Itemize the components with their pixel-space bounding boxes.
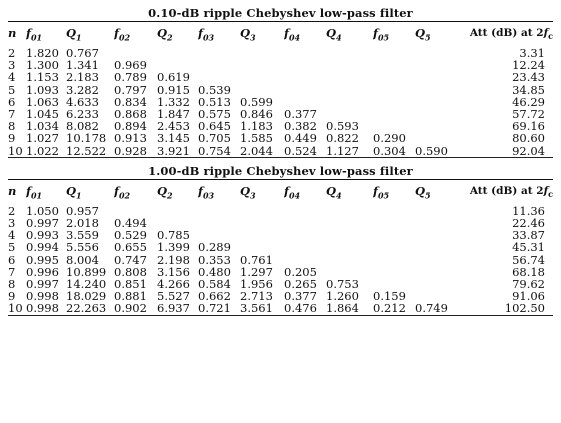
header-row bbox=[8, 22, 553, 45]
value-cell bbox=[326, 96, 373, 108]
header-f04: $f_{04}$ bbox=[284, 183, 301, 201]
header-f01: $f_{01}$ bbox=[26, 183, 43, 201]
table-row bbox=[8, 290, 553, 302]
value-cell bbox=[284, 241, 326, 253]
value-cell: 1.127 bbox=[326, 144, 359, 157]
table-row bbox=[8, 278, 553, 290]
attenuation-cell: 102.50 bbox=[504, 302, 545, 315]
header-q1: $Q_1$ bbox=[66, 26, 82, 43]
attenuation-cell: 33.87 bbox=[512, 229, 545, 242]
value-cell: 0.868 bbox=[114, 108, 147, 121]
header-q4: $Q_4$ bbox=[326, 26, 342, 43]
value-cell bbox=[415, 45, 457, 59]
value-cell: 0.645 bbox=[198, 120, 231, 133]
value-cell bbox=[240, 217, 284, 229]
value-cell: 0.593 bbox=[326, 120, 359, 133]
value-cell: 0.993 bbox=[26, 229, 59, 242]
value-cell: 10.178 bbox=[66, 132, 107, 145]
value-cell bbox=[415, 229, 457, 241]
value-cell: 1.063 bbox=[26, 95, 59, 109]
value-cell: 0.969 bbox=[114, 59, 147, 72]
table-row bbox=[8, 84, 553, 96]
attenuation-cell: 79.62 bbox=[512, 278, 545, 291]
header-n: n bbox=[8, 183, 17, 198]
header-f05: $f_{05}$ bbox=[373, 183, 390, 201]
table-section-0.10db bbox=[8, 6, 553, 158]
value-cell bbox=[415, 120, 457, 132]
table-row bbox=[8, 145, 553, 157]
attenuation-cell: 80.60 bbox=[512, 132, 545, 145]
value-cell: 0.797 bbox=[114, 83, 147, 96]
value-cell: 0.928 bbox=[114, 144, 147, 157]
value-cell: 0.290 bbox=[373, 132, 406, 145]
header-q5: $Q_5$ bbox=[415, 26, 431, 43]
value-cell: 4.633 bbox=[66, 95, 99, 109]
value-cell bbox=[326, 71, 373, 83]
value-cell bbox=[373, 71, 415, 83]
value-cell: 1.183 bbox=[240, 120, 273, 133]
header-row bbox=[8, 180, 553, 203]
table-bottom-rule bbox=[8, 315, 553, 316]
value-cell: 0.662 bbox=[198, 290, 231, 303]
table-body bbox=[8, 45, 553, 157]
value-cell: 3.282 bbox=[66, 83, 99, 96]
value-cell bbox=[240, 84, 284, 96]
table-row bbox=[8, 254, 553, 266]
value-cell: 0.705 bbox=[198, 132, 231, 145]
value-cell bbox=[240, 59, 284, 71]
table-row bbox=[8, 120, 553, 132]
value-cell bbox=[326, 84, 373, 96]
value-cell: 0.265 bbox=[284, 278, 317, 291]
value-cell bbox=[373, 266, 415, 278]
value-cell: 2.713 bbox=[240, 290, 273, 303]
value-cell bbox=[284, 203, 326, 217]
document-page bbox=[8, 6, 553, 316]
value-cell: 1.847 bbox=[157, 108, 190, 121]
filter-table bbox=[8, 22, 553, 157]
order-cell: 7 bbox=[8, 108, 16, 121]
value-cell: 8.082 bbox=[66, 120, 99, 133]
value-cell: 5.556 bbox=[66, 241, 99, 254]
value-cell: 0.902 bbox=[114, 302, 147, 315]
header-q4: $Q_4$ bbox=[326, 183, 342, 201]
value-cell: 0.995 bbox=[26, 253, 59, 266]
value-cell: 1.956 bbox=[240, 278, 273, 291]
value-cell bbox=[114, 203, 157, 217]
value-cell: 0.159 bbox=[373, 290, 406, 303]
value-cell: 0.476 bbox=[284, 302, 317, 315]
header-q2: $Q_2$ bbox=[157, 183, 173, 201]
value-cell: 0.619 bbox=[157, 71, 190, 84]
attenuation-cell: 69.16 bbox=[512, 120, 545, 133]
value-cell bbox=[114, 45, 157, 59]
value-cell: 0.767 bbox=[66, 46, 99, 60]
value-cell: 22.263 bbox=[66, 302, 107, 315]
table-body bbox=[8, 203, 553, 315]
attenuation-cell: 57.72 bbox=[512, 108, 545, 121]
header-q5: $Q_5$ bbox=[415, 183, 431, 201]
value-cell: 0.789 bbox=[114, 71, 147, 84]
order-cell: 10 bbox=[8, 144, 23, 157]
value-cell bbox=[373, 229, 415, 241]
table-row bbox=[8, 266, 553, 278]
value-cell bbox=[284, 59, 326, 71]
attenuation-cell: 45.31 bbox=[512, 241, 545, 254]
value-cell: 0.539 bbox=[198, 83, 231, 96]
value-cell: 1.027 bbox=[26, 132, 59, 145]
value-cell bbox=[373, 108, 415, 120]
attenuation-cell: 22.46 bbox=[512, 217, 545, 230]
value-cell bbox=[415, 108, 457, 120]
table-row bbox=[8, 108, 553, 120]
table-row bbox=[8, 302, 553, 314]
value-cell bbox=[198, 203, 240, 217]
value-cell bbox=[373, 278, 415, 290]
attenuation-cell: 12.24 bbox=[512, 59, 545, 72]
value-cell: 1.045 bbox=[26, 108, 59, 121]
value-cell bbox=[326, 266, 373, 278]
value-cell: 0.382 bbox=[284, 120, 317, 133]
attenuation-cell: 34.85 bbox=[512, 83, 545, 96]
value-cell: 0.957 bbox=[66, 203, 99, 218]
value-cell bbox=[240, 71, 284, 83]
order-cell: 4 bbox=[8, 71, 16, 84]
order-cell: 9 bbox=[8, 290, 16, 303]
value-cell: 0.590 bbox=[415, 144, 448, 157]
value-cell: 0.289 bbox=[198, 241, 231, 254]
value-cell: 2.453 bbox=[157, 120, 190, 133]
value-cell: 1.585 bbox=[240, 132, 273, 145]
value-cell: 0.997 bbox=[26, 217, 59, 230]
order-cell: 9 bbox=[8, 132, 16, 145]
value-cell bbox=[373, 45, 415, 59]
value-cell: 0.212 bbox=[373, 302, 406, 315]
value-cell: 1.399 bbox=[157, 241, 190, 254]
order-cell: 10 bbox=[8, 302, 23, 315]
value-cell bbox=[415, 266, 457, 278]
header-attenuation: Att (dB) at $2f_c$ bbox=[469, 27, 553, 42]
value-cell bbox=[415, 59, 457, 71]
value-cell: 0.996 bbox=[26, 265, 59, 279]
header-f05: $f_{05}$ bbox=[373, 26, 390, 43]
order-cell: 7 bbox=[8, 265, 16, 279]
value-cell bbox=[415, 278, 457, 290]
value-cell: 5.527 bbox=[157, 290, 190, 303]
value-cell bbox=[373, 217, 415, 229]
table-row bbox=[8, 132, 553, 144]
attenuation-cell: 68.18 bbox=[512, 265, 545, 279]
header-f03: $f_{03}$ bbox=[198, 183, 215, 201]
value-cell bbox=[157, 59, 198, 71]
value-cell: 0.655 bbox=[114, 241, 147, 254]
order-cell: 8 bbox=[8, 278, 16, 291]
attenuation-cell: 56.74 bbox=[512, 253, 545, 266]
value-cell bbox=[415, 71, 457, 83]
header-f02: $f_{02}$ bbox=[114, 183, 131, 201]
value-cell bbox=[326, 241, 373, 253]
value-cell: 0.998 bbox=[26, 302, 59, 315]
attenuation-cell: 11.36 bbox=[512, 203, 545, 218]
value-cell: 0.998 bbox=[26, 290, 59, 303]
value-cell: 0.353 bbox=[198, 253, 231, 266]
order-cell: 3 bbox=[8, 59, 16, 72]
value-cell: 0.524 bbox=[284, 144, 317, 157]
value-cell bbox=[198, 217, 240, 229]
value-cell: 6.233 bbox=[66, 108, 99, 121]
value-cell bbox=[240, 45, 284, 59]
value-cell: 3.561 bbox=[240, 302, 273, 315]
value-cell: 0.822 bbox=[326, 132, 359, 145]
order-cell: 2 bbox=[8, 46, 16, 60]
value-cell bbox=[415, 84, 457, 96]
header-f01: $f_{01}$ bbox=[26, 26, 43, 43]
value-cell bbox=[326, 108, 373, 120]
value-cell: 0.599 bbox=[240, 95, 273, 109]
header-q1: $Q_1$ bbox=[66, 183, 82, 201]
value-cell: 0.761 bbox=[240, 253, 273, 266]
value-cell bbox=[284, 217, 326, 229]
table-row bbox=[8, 229, 553, 241]
value-cell bbox=[415, 241, 457, 253]
value-cell: 0.747 bbox=[114, 253, 147, 266]
value-cell: 0.749 bbox=[415, 302, 448, 315]
value-cell: 0.304 bbox=[373, 144, 406, 157]
value-cell: 3.559 bbox=[66, 229, 99, 242]
header-attenuation: Att (dB) at $2f_c$ bbox=[469, 184, 553, 199]
value-cell: 0.894 bbox=[114, 120, 147, 133]
value-cell bbox=[240, 229, 284, 241]
value-cell: 0.808 bbox=[114, 265, 147, 279]
value-cell: 1.260 bbox=[326, 290, 359, 303]
value-cell bbox=[326, 217, 373, 229]
value-cell bbox=[373, 241, 415, 253]
value-cell: 0.513 bbox=[198, 95, 231, 109]
value-cell bbox=[284, 254, 326, 266]
value-cell: 0.529 bbox=[114, 229, 147, 242]
value-cell: 1.332 bbox=[157, 95, 190, 109]
table-row bbox=[8, 45, 553, 59]
value-cell bbox=[284, 84, 326, 96]
header-f02: $f_{02}$ bbox=[114, 26, 131, 43]
order-cell: 2 bbox=[8, 203, 16, 218]
value-cell bbox=[157, 45, 198, 59]
value-cell: 1.050 bbox=[26, 203, 59, 218]
header-q2: $Q_2$ bbox=[157, 26, 173, 43]
value-cell: 2.018 bbox=[66, 217, 99, 230]
value-cell bbox=[415, 290, 457, 302]
value-cell bbox=[415, 96, 457, 108]
table-row bbox=[8, 203, 553, 217]
value-cell: 1.300 bbox=[26, 59, 59, 72]
value-cell: 0.915 bbox=[157, 83, 190, 96]
value-cell: 10.899 bbox=[66, 265, 107, 279]
value-cell: 6.937 bbox=[157, 302, 190, 315]
value-cell bbox=[373, 59, 415, 71]
value-cell: 1.341 bbox=[66, 59, 99, 72]
attenuation-cell: 92.04 bbox=[512, 144, 545, 157]
value-cell: 3.156 bbox=[157, 265, 190, 279]
value-cell: 0.846 bbox=[240, 108, 273, 121]
table-row bbox=[8, 217, 553, 229]
value-cell: 2.044 bbox=[240, 144, 273, 157]
value-cell: 0.997 bbox=[26, 278, 59, 291]
value-cell: 0.753 bbox=[326, 278, 359, 291]
value-cell: 0.754 bbox=[198, 144, 231, 157]
table-row bbox=[8, 59, 553, 71]
value-cell: 0.377 bbox=[284, 108, 317, 121]
value-cell bbox=[284, 71, 326, 83]
value-cell: 0.449 bbox=[284, 132, 317, 145]
value-cell: 1.297 bbox=[240, 265, 273, 279]
header-q3: $Q_3$ bbox=[240, 183, 256, 201]
value-cell bbox=[326, 203, 373, 217]
header-n: n bbox=[8, 26, 17, 40]
order-cell: 5 bbox=[8, 241, 16, 254]
value-cell bbox=[157, 217, 198, 229]
value-cell bbox=[326, 254, 373, 266]
value-cell bbox=[415, 254, 457, 266]
order-cell: 3 bbox=[8, 217, 16, 230]
value-cell: 18.029 bbox=[66, 290, 107, 303]
value-cell bbox=[284, 229, 326, 241]
value-cell: 0.851 bbox=[114, 278, 147, 291]
value-cell bbox=[373, 120, 415, 132]
value-cell: 1.153 bbox=[26, 71, 59, 84]
order-cell: 8 bbox=[8, 120, 16, 133]
value-cell: 2.198 bbox=[157, 253, 190, 266]
value-cell: 0.785 bbox=[157, 229, 190, 242]
value-cell: 4.266 bbox=[157, 278, 190, 291]
value-cell bbox=[415, 217, 457, 229]
value-cell bbox=[373, 96, 415, 108]
value-cell bbox=[157, 203, 198, 217]
filter-table bbox=[8, 180, 553, 315]
order-cell: 4 bbox=[8, 229, 16, 242]
value-cell: 0.834 bbox=[114, 95, 147, 109]
value-cell bbox=[415, 132, 457, 144]
value-cell bbox=[373, 254, 415, 266]
order-cell: 5 bbox=[8, 83, 16, 96]
value-cell bbox=[373, 84, 415, 96]
value-cell bbox=[284, 96, 326, 108]
value-cell bbox=[326, 59, 373, 71]
value-cell: 0.721 bbox=[198, 302, 231, 315]
order-cell: 6 bbox=[8, 253, 16, 266]
value-cell bbox=[198, 229, 240, 241]
value-cell: 0.575 bbox=[198, 108, 231, 121]
value-cell bbox=[240, 241, 284, 253]
attenuation-cell: 3.31 bbox=[519, 46, 545, 60]
header-f03: $f_{03}$ bbox=[198, 26, 215, 43]
value-cell: 0.377 bbox=[284, 290, 317, 303]
value-cell: 0.913 bbox=[114, 132, 147, 145]
value-cell: 1.093 bbox=[26, 83, 59, 96]
value-cell bbox=[373, 203, 415, 217]
attenuation-cell: 46.29 bbox=[512, 95, 545, 109]
value-cell bbox=[284, 45, 326, 59]
value-cell: 0.881 bbox=[114, 290, 147, 303]
table-row bbox=[8, 96, 553, 108]
value-cell bbox=[198, 71, 240, 83]
header-f04: $f_{04}$ bbox=[284, 26, 301, 43]
table-bottom-rule bbox=[8, 157, 553, 158]
value-cell bbox=[326, 229, 373, 241]
value-cell: 0.480 bbox=[198, 265, 231, 279]
table-title: 1.00-dB ripple Chebyshev low-pass filter bbox=[148, 163, 413, 178]
value-cell bbox=[415, 203, 457, 217]
value-cell: 0.205 bbox=[284, 265, 317, 279]
value-cell bbox=[240, 203, 284, 217]
order-cell: 6 bbox=[8, 95, 16, 109]
value-cell: 0.584 bbox=[198, 278, 231, 291]
value-cell: 1.864 bbox=[326, 302, 359, 315]
attenuation-cell: 91.06 bbox=[512, 290, 545, 303]
value-cell bbox=[198, 59, 240, 71]
value-cell: 0.994 bbox=[26, 241, 59, 254]
attenuation-cell: 23.43 bbox=[512, 71, 545, 84]
value-cell: 14.240 bbox=[66, 278, 107, 291]
value-cell: 8.004 bbox=[66, 253, 99, 266]
table-row bbox=[8, 71, 553, 83]
value-cell: 0.494 bbox=[114, 217, 147, 230]
value-cell bbox=[198, 45, 240, 59]
value-cell: 1.820 bbox=[26, 46, 59, 60]
value-cell bbox=[326, 45, 373, 59]
header-q3: $Q_3$ bbox=[240, 26, 256, 43]
value-cell: 3.921 bbox=[157, 144, 190, 157]
table-section-1.00db bbox=[8, 164, 553, 316]
value-cell: 12.522 bbox=[66, 144, 107, 157]
value-cell: 1.022 bbox=[26, 144, 59, 157]
value-cell: 1.034 bbox=[26, 120, 59, 133]
table-row bbox=[8, 241, 553, 253]
table-title: 0.10-dB ripple Chebyshev low-pass filter bbox=[148, 6, 413, 20]
value-cell: 3.145 bbox=[157, 132, 190, 145]
value-cell: 2.183 bbox=[66, 71, 99, 84]
